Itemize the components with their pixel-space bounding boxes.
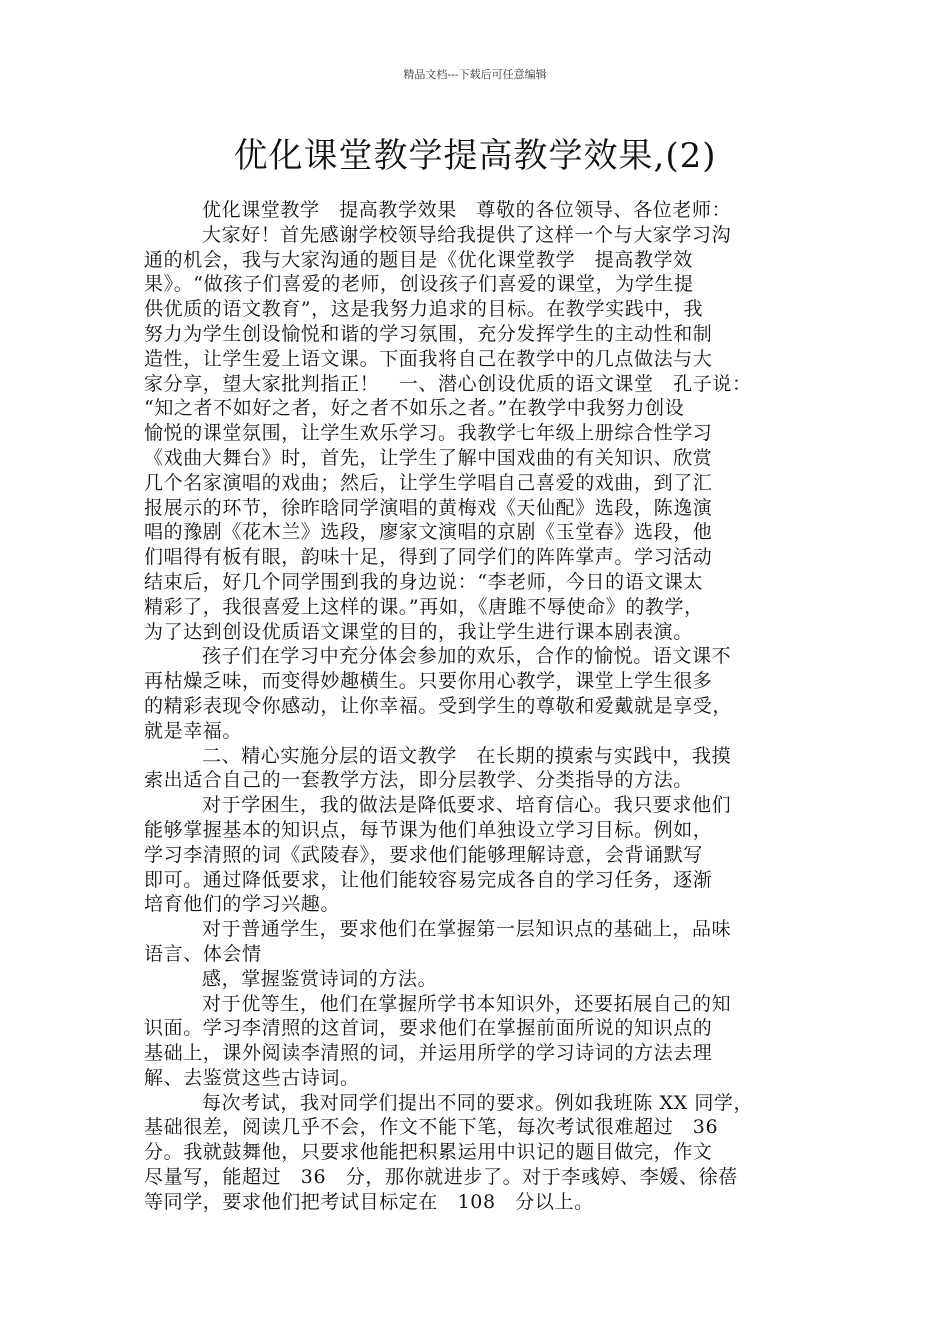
body-text-line: 对于学困生，我的做法是降低要求、培育信心。我只要求他们 [202,794,732,817]
body-text-line: 分。我就鼓舞他，只要求他能把积累运用中识记的题目做完，作文 [144,1141,713,1164]
body-text-line: 尽量写，能超过 36 分，那你就进步了。对于李彧婷、李媛、徐蓓 [144,1166,738,1189]
body-text-line: 大家好！首先感谢学校领导给我提供了这样一个与大家学习沟 [202,223,732,246]
body-text-line: 解、去鉴赏这些古诗词。 [144,1066,360,1089]
body-text-line: 果》。“做孩子们喜爱的老师，创设孩子们喜爱的课堂，为学生提 [144,273,694,296]
body-text-line: 造性，让学生爱上语文课。下面我将自己在教学中的几点做法与大 [144,347,713,370]
body-text-line: 培育他们的学习兴趣。 [144,893,341,916]
body-text-line: 基础很差，阅读几乎不会，作文不能下笔，每次考试很难超过 36 [144,1116,719,1139]
body-text-line: 索出适合自己的一套教学方法，即分层教学、分类指导的方法。 [144,769,693,792]
body-text-line: 对于普通学生，要求他们在掌握第一层知识点的基础上，品味 [202,918,732,941]
body-text-line: 语言、体会情 [144,942,262,965]
document-body [144,198,804,1215]
body-text-line: 孩子们在学习中充分体会参加的欢乐，合作的愉悦。语文课不 [202,645,732,668]
body-text-line: 二、精心实施分层的语文教学 在长期的摸索与实践中，我摸 [202,744,732,767]
body-text-line: 优化课堂教学 提高教学效果 尊敬的各位领导、各位老师： [202,199,732,221]
body-text-line: 再枯燥乏味，而变得妙趣横生。只要你用心教学，课堂上学生很多 [144,670,713,693]
body-text-line: 即可。通过降低要求，让他们能较容易完成各自的学习任务，逐渐 [144,868,713,891]
body-text-line: 唱的豫剧《花木兰》选段，廖家文演唱的京剧《玉堂春》选段，他 [144,521,713,544]
body-text-line: 供优质的语文教育”，这是我努力追求的目标。在教学实践中，我 [144,298,704,321]
body-text-line: 努力为学生创设愉悦和谐的学习氛围，充分发挥学生的主动性和制 [144,322,713,345]
body-text-line: 学习李清照的词《武陵春》，要求他们能够理解诗意，会背诵默写 [144,843,703,866]
body-text-line: 为了达到创设优质语文课堂的目的，我让学生进行课本剧表演。 [144,620,693,643]
body-text-line: 《戏曲大舞台》时，首先，让学生了解中国戏曲的有关知识、欣赏 [144,446,713,469]
body-text-line: 的精彩表现令你感动，让你幸福。受到学生的尊敬和爱戴就是享受， [144,694,733,717]
body-text-line: 报展示的环节，徐昨晗同学演唱的黄梅戏《天仙配》选段，陈逸演 [144,496,713,519]
body-text-line: 等同学，要求他们把考试目标定在 108 分以上。 [144,1190,594,1213]
body-text-line: 能够掌握基本的知识点，每节课为他们单独设立学习目标。例如， [144,818,713,841]
body-text-line: 识面。学习李清照的这首词，要求他们在掌握前面所说的知识点的 [144,1017,713,1040]
document-title: 优化课堂教学提高教学效果,(2) [233,136,717,176]
body-text-line: 对于优等生，他们在掌握所学书本知识外，还要拓展自己的知 [202,992,732,1015]
body-text-line: 家分享，望大家批判指正！ 一、潜心创设优质的语文课堂 孔子说： [144,372,752,395]
body-text-line: “知之者不如好之者，好之者不如乐之者。”在教学中我努力创设 [144,397,685,420]
body-text-line: 就是幸福。 [144,719,243,742]
body-text-line: 几个名家演唱的戏曲；然后，让学生学唱自己喜爱的戏曲，到了汇 [144,471,713,494]
body-text-line: 们唱得有板有眼，韵味十足，得到了同学们的阵阵掌声。学习活动 [144,546,713,569]
body-text-line: 愉悦的课堂氛围，让学生欢乐学习。我教学七年级上册综合性学习 [144,422,713,445]
page-header-note: 精品文档---下载后可任意编辑 [403,68,547,81]
body-text-line: 基础上，课外阅读李清照的词，并运用所学的学习诗词的方法去理 [144,1042,713,1065]
body-text-line: 精彩了，我很喜爱上这样的课。”再如，《唐雎不辱使命》的教学， [144,595,704,618]
body-text-line: 感，掌握鉴赏诗词的方法。 [202,967,438,990]
body-text-line: 结束后，好几个同学围到我的身边说：“李老师，今日的语文课太 [144,570,704,593]
body-text-line: 通的机会，我与大家沟通的题目是《优化课堂教学 提高教学效 [144,248,693,271]
body-text-line: 每次考试，我对同学们提出不同的要求。例如我班陈 XX 同学， [202,1091,754,1114]
